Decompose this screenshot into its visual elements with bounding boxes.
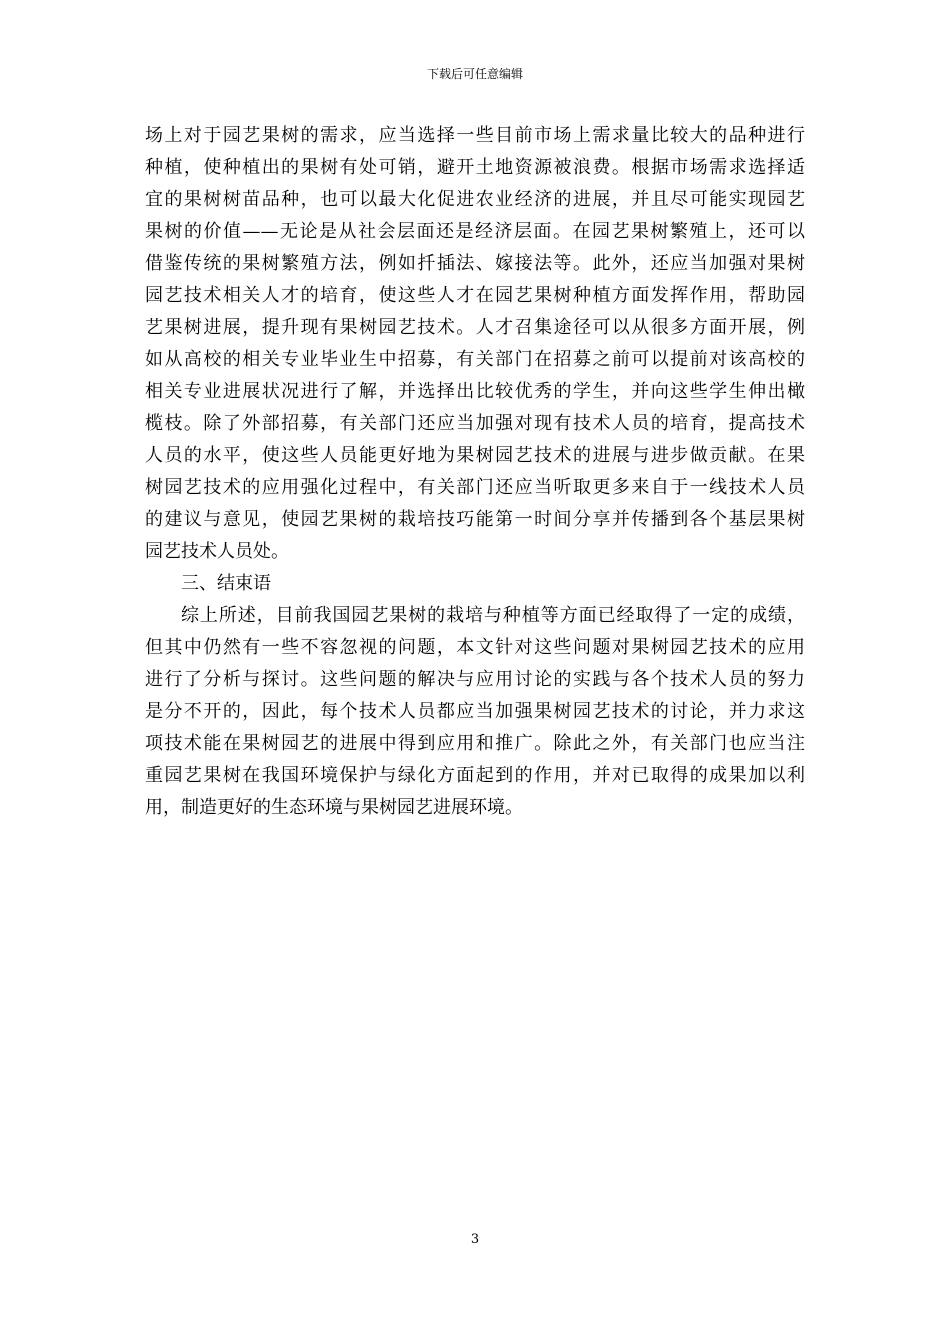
paragraph-line: 园艺技术相关人才的培育，使这些人才在园艺果树种植方面发挥作用，帮助园 [145, 285, 805, 306]
paragraph-line: 园艺技术人员处。 [145, 541, 289, 562]
paragraph-line: 综上所述，目前我国园艺果树的栽培与种植等方面已经取得了一定的成绩， [181, 605, 805, 626]
paragraph-line: 的建议与意见，使园艺果树的栽培技巧能第一时间分享并传播到各个基层果树 [145, 509, 805, 530]
header-text: 下载后可任意编辑 [426, 67, 523, 81]
paragraph-line: 宜的果树树苗品种，也可以最大化促进农业经济的进展，并且尽可能实现园艺 [145, 189, 805, 210]
paragraph-line: 树园艺技术的应用强化过程中，有关部门还应当听取更多来自于一线技术人员 [145, 477, 805, 498]
page-header [0, 66, 950, 82]
paragraph-line: 进行了分析与探讨。这些问题的解决与应用讨论的实践与各个技术人员的努力 [145, 669, 805, 690]
paragraph-line: 重园艺果树在我国环境保护与绿化方面起到的作用，并对已取得的成果加以利 [145, 765, 805, 786]
paragraph-line: 榄枝。除了外部招募，有关部门还应当加强对现有技术人员的培育，提高技术 [145, 413, 805, 434]
paragraph-line: 种植，使种植出的果树有处可销，避开土地资源被浪费。根据市场需求选择适 [145, 157, 805, 178]
page-number [0, 1232, 950, 1248]
paragraph-line: 借鉴传统的果树繁殖方法，例如扦插法、嫁接法等。此外，还应当加强对果树 [145, 253, 805, 274]
page-number-text: 3 [470, 1232, 480, 1247]
paragraph-line: 项技术能在果树园艺的进展中得到应用和推广。除此之外，有关部门也应当注 [145, 733, 805, 754]
paragraph-line: 人员的水平，使这些人员能更好地为果树园艺技术的进展与进步做贡献。在果 [145, 445, 805, 466]
paragraph-line: 场上对于园艺果树的需求，应当选择一些目前市场上需求量比较大的品种进行 [145, 125, 805, 146]
paragraph-line: 果树的价值——无论是从社会层面还是经济层面。在园艺果树繁殖上，还可以 [145, 221, 805, 242]
paragraph-line: 如从高校的相关专业毕业生中招募，有关部门在招募之前可以提前对该高校的 [145, 349, 805, 370]
body-paragraph-2 [145, 600, 805, 824]
paragraph-line: 艺果树进展，提升现有果树园艺技术。人才召集途径可以从很多方面开展，例 [145, 317, 805, 338]
paragraph-line: 用，制造更好的生态环境与果树园艺进展环境。 [145, 797, 523, 818]
paragraph-line: 相关专业进展状况进行了解，并选择出比较优秀的学生，并向这些学生伸出橄 [145, 381, 805, 402]
paragraph-line: 但其中仍然有一些不容忽视的问题，本文针对这些问题对果树园艺技术的应用 [145, 637, 805, 658]
body-paragraph-1 [145, 120, 805, 568]
document-body [145, 120, 805, 824]
section-heading: 三、结束语 [181, 573, 271, 594]
paragraph-line: 是分不开的，因此，每个技术人员都应当加强果树园艺技术的讨论，并力求这 [145, 701, 805, 722]
